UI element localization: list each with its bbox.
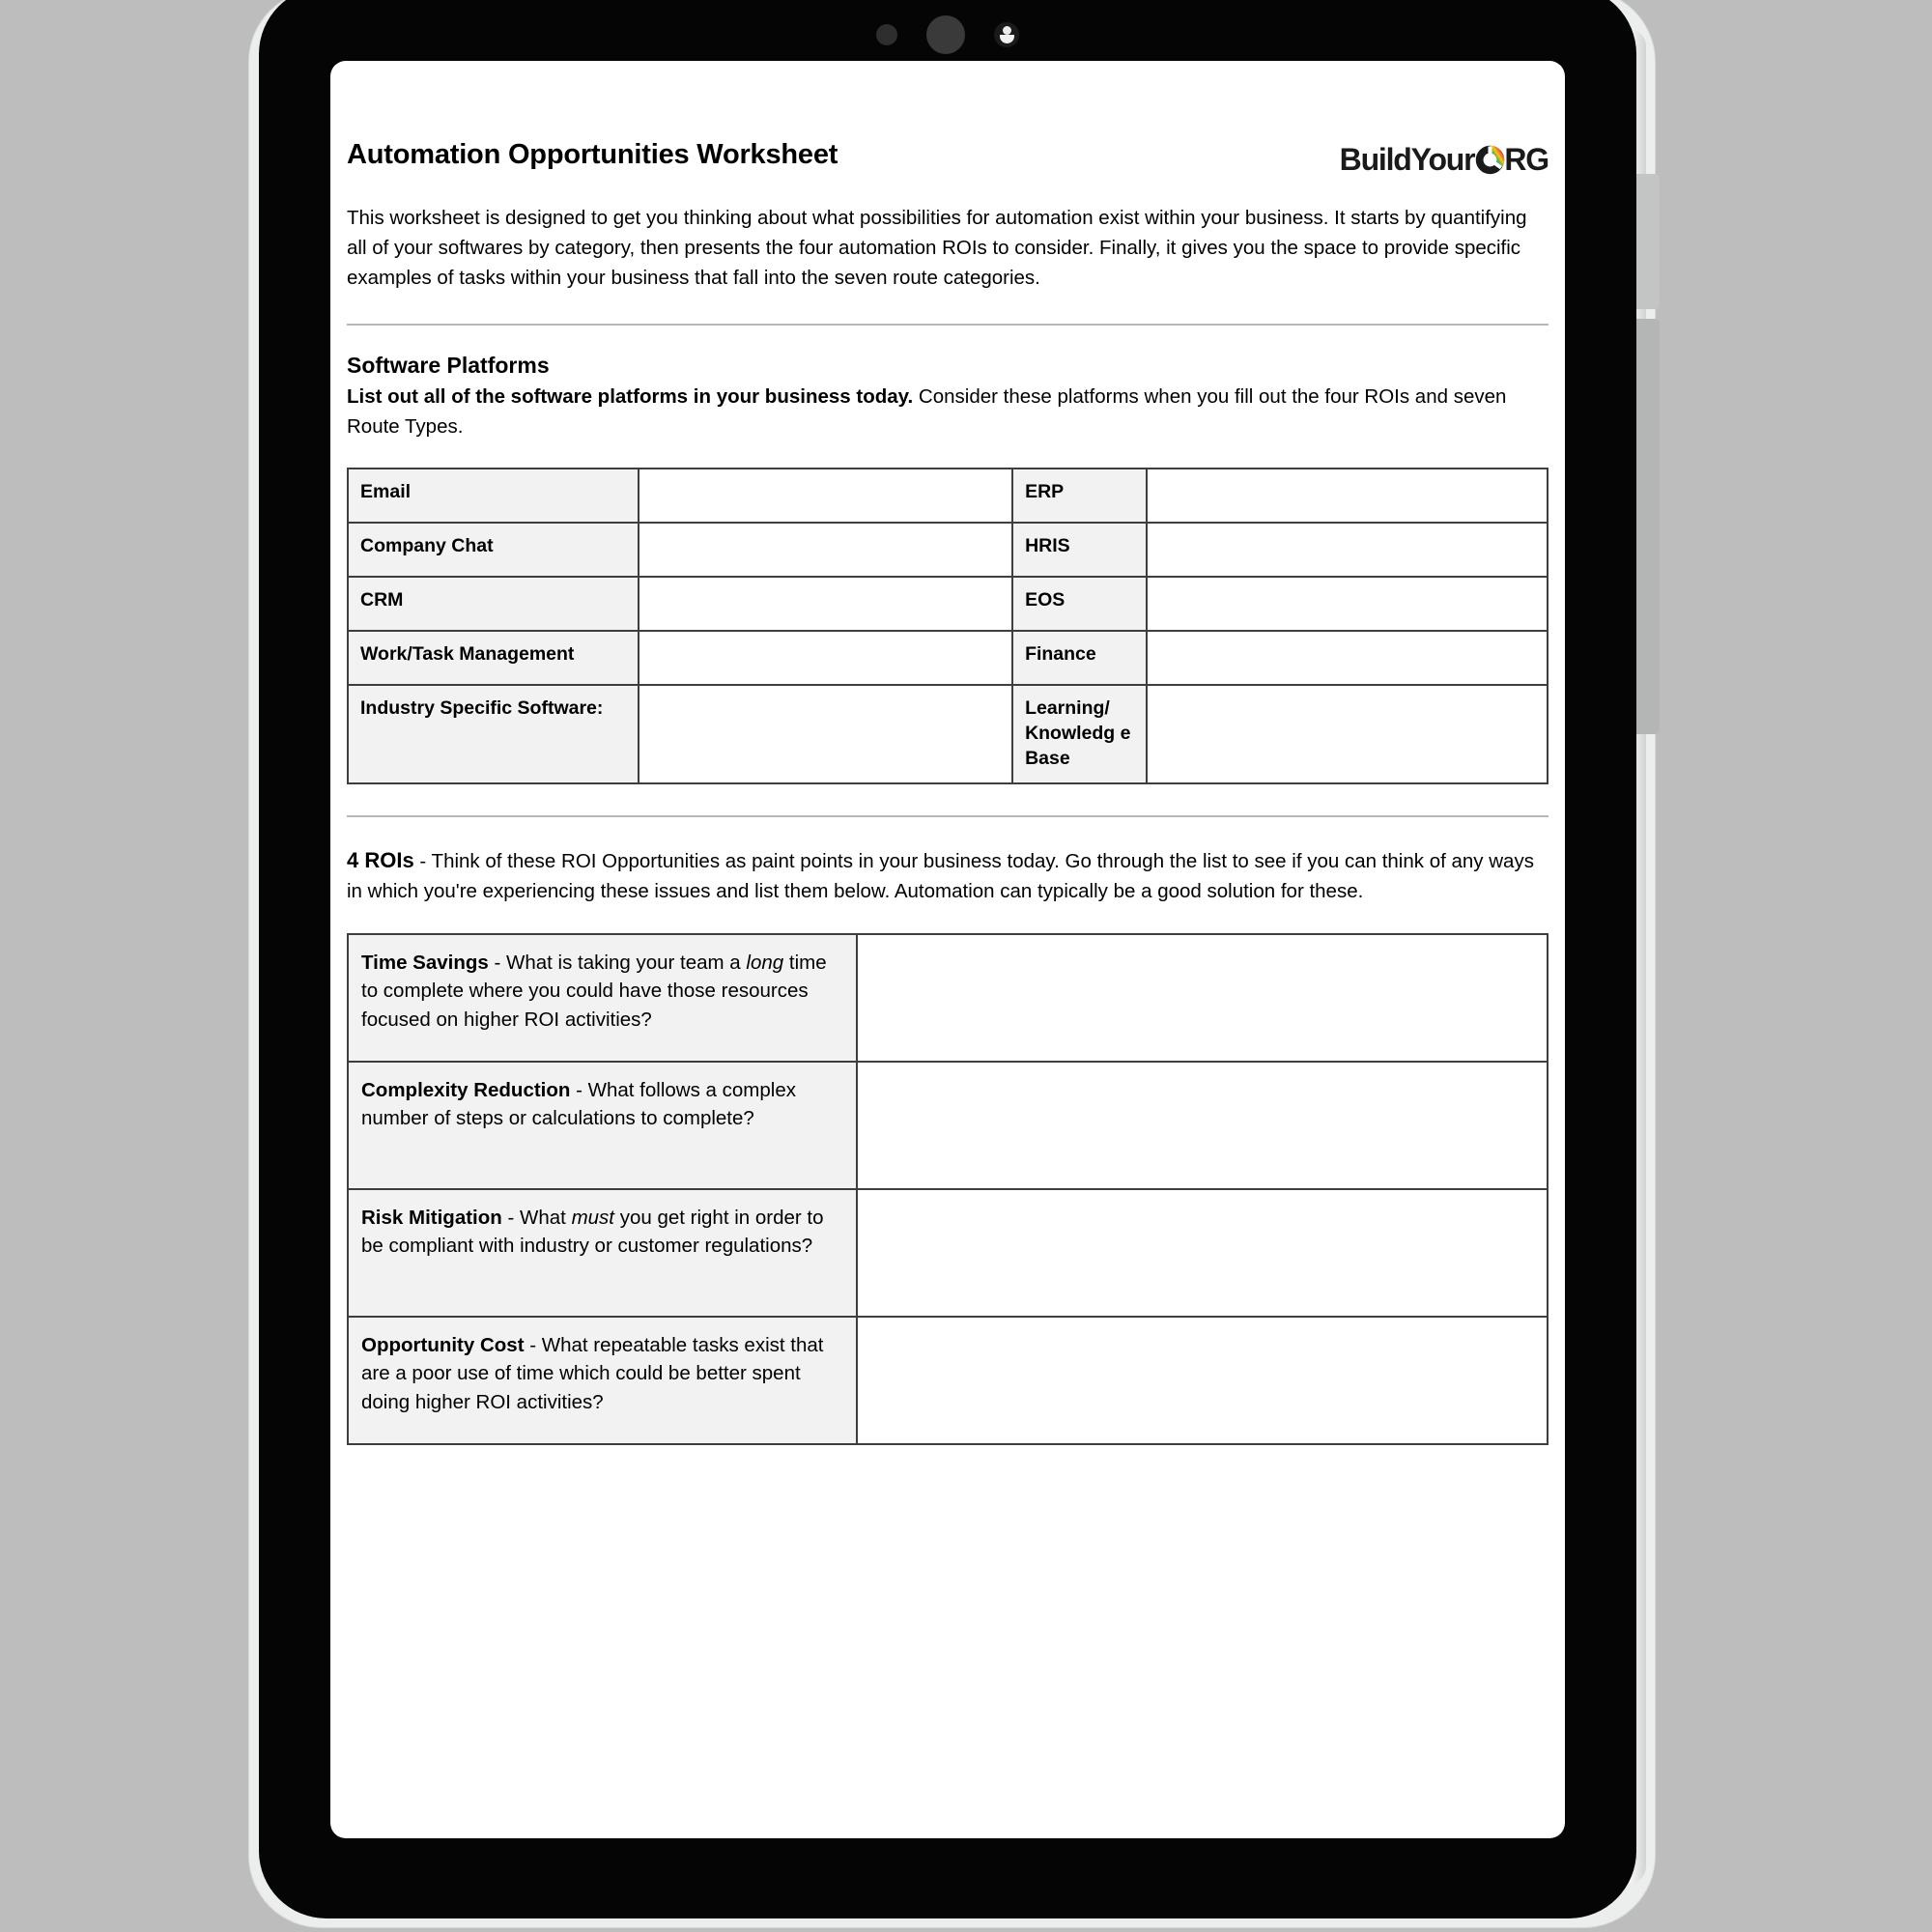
speaker-grille-icon xyxy=(926,15,965,54)
platform-input-finance[interactable] xyxy=(1147,631,1548,685)
table-row xyxy=(348,1062,1548,1189)
table-row xyxy=(348,934,1548,1062)
logo-ring-icon xyxy=(1475,145,1505,175)
platform-input-hris[interactable] xyxy=(1147,523,1548,577)
roi-text-before-complexity-reduction: - What follows a complex number of steps or calculations to complete? xyxy=(361,1079,796,1130)
roi-text-italic-time-savings: long xyxy=(746,952,784,975)
tablet-bezel xyxy=(259,0,1636,1918)
document-header xyxy=(347,140,1548,178)
logo-text-your: Your xyxy=(1410,142,1475,177)
roi-text-before-opportunity-cost: - What repeatable tasks exist that are a poor use of time which could be better spent doing higher ROI activities? xyxy=(361,1334,824,1413)
worksheet-page xyxy=(330,61,1565,1445)
roi-question-complexity-reduction xyxy=(348,1062,857,1189)
platform-input-erp[interactable] xyxy=(1147,469,1548,523)
divider-top xyxy=(347,324,1548,326)
table-row xyxy=(348,685,1548,783)
table-row xyxy=(348,469,1548,523)
platform-label-crm: CRM xyxy=(348,577,639,631)
roi-text-italic-risk-mitigation: must xyxy=(571,1207,614,1230)
intro-paragraph: This worksheet is designed to get you thinking about what possibilities for automation exist within your business. It starts by quantifying all of your softwares by category, then presents the four automation ROIs to consider. Finally, it gives you the space to provide specific examples of tasks within your business that fall into the seven route categories. xyxy=(347,207,1527,290)
roi-question-time-savings xyxy=(348,934,857,1062)
roi-intro-heading: 4 ROIs xyxy=(347,847,414,872)
roi-answer-risk-mitigation[interactable] xyxy=(857,1189,1548,1317)
table-row xyxy=(348,1317,1548,1444)
roi-question-risk-mitigation xyxy=(348,1189,857,1317)
front-camera-icon xyxy=(994,22,1019,47)
roi-answer-time-savings[interactable] xyxy=(857,934,1548,1062)
buildyourorg-logo xyxy=(1340,142,1548,178)
platform-label-email: Email xyxy=(348,469,639,523)
sensor-cluster xyxy=(259,15,1636,54)
divider-middle xyxy=(347,815,1548,817)
platform-input-crm[interactable] xyxy=(639,577,1013,631)
roi-label-risk-mitigation: Risk Mitigation xyxy=(361,1207,502,1230)
roi-text-before-risk-mitigation: - What xyxy=(501,1207,572,1230)
tablet-screen[interactable] xyxy=(330,61,1565,1838)
roi-label-complexity-reduction: Complexity Reduction xyxy=(361,1079,571,1102)
platform-input-eos[interactable] xyxy=(1147,577,1548,631)
table-row xyxy=(348,1189,1548,1317)
platform-input-company-chat[interactable] xyxy=(639,523,1013,577)
roi-table xyxy=(347,933,1548,1445)
proximity-sensor-icon xyxy=(876,24,897,45)
software-platforms-subtext-bold: List out all of the software platforms in your business today. xyxy=(347,385,914,409)
roi-intro-paragraph xyxy=(347,844,1548,907)
platform-label-industry-specific-software: Industry Specific Software: xyxy=(348,685,639,783)
platform-label-company-chat: Company Chat xyxy=(348,523,639,577)
platform-label-learning-knowledge-base: Learning/ Knowledg e Base xyxy=(1012,685,1147,783)
software-platforms-subtext-rest: Consider these platforms when you fill out the four ROIs and seven Route Types. xyxy=(347,385,1507,439)
roi-answer-complexity-reduction[interactable] xyxy=(857,1062,1548,1189)
software-platforms-heading: Software Platforms xyxy=(347,353,550,379)
page-title: Automation Opportunities Worksheet xyxy=(347,139,838,170)
tablet-power-button[interactable] xyxy=(1634,174,1660,309)
roi-question-opportunity-cost xyxy=(348,1317,857,1444)
table-row xyxy=(348,577,1548,631)
software-platforms-subtext xyxy=(347,383,1548,442)
logo-text-rg: RG xyxy=(1504,142,1548,177)
platform-label-work-task-management: Work/Task Management xyxy=(348,631,639,685)
platform-input-learning-knowledge-base[interactable] xyxy=(1147,685,1548,783)
roi-text-after-time-savings: time to complete where you could have those resources focused on higher ROI activities? xyxy=(361,952,827,1031)
roi-intro-rest: - Think of these ROI Opportunities as paint points in your business today. Go through the list to see if you can think of any ways in which you're experiencing these issues and list them below. Automation can typically be a good solution for these. xyxy=(347,849,1534,903)
platform-input-email[interactable] xyxy=(639,469,1013,523)
roi-answer-opportunity-cost[interactable] xyxy=(857,1317,1548,1444)
roi-label-opportunity-cost: Opportunity Cost xyxy=(361,1334,525,1357)
platform-label-finance: Finance xyxy=(1012,631,1147,685)
platform-label-eos: EOS xyxy=(1012,577,1147,631)
table-row xyxy=(348,631,1548,685)
platform-input-work-task-management[interactable] xyxy=(639,631,1013,685)
roi-text-before-time-savings: - What is taking your team a xyxy=(488,952,747,975)
platform-label-hris: HRIS xyxy=(1012,523,1147,577)
software-platforms-table xyxy=(347,468,1548,784)
roi-label-time-savings: Time Savings xyxy=(361,952,489,975)
platform-label-erp: ERP xyxy=(1012,469,1147,523)
tablet-volume-button[interactable] xyxy=(1634,319,1660,734)
platform-input-industry-specific-software[interactable] xyxy=(639,685,1013,783)
roi-text-after-risk-mitigation: you get right in order to be compliant with industry or customer regulations? xyxy=(361,1207,824,1258)
table-row xyxy=(348,523,1548,577)
logo-text-build: Build xyxy=(1339,142,1411,177)
